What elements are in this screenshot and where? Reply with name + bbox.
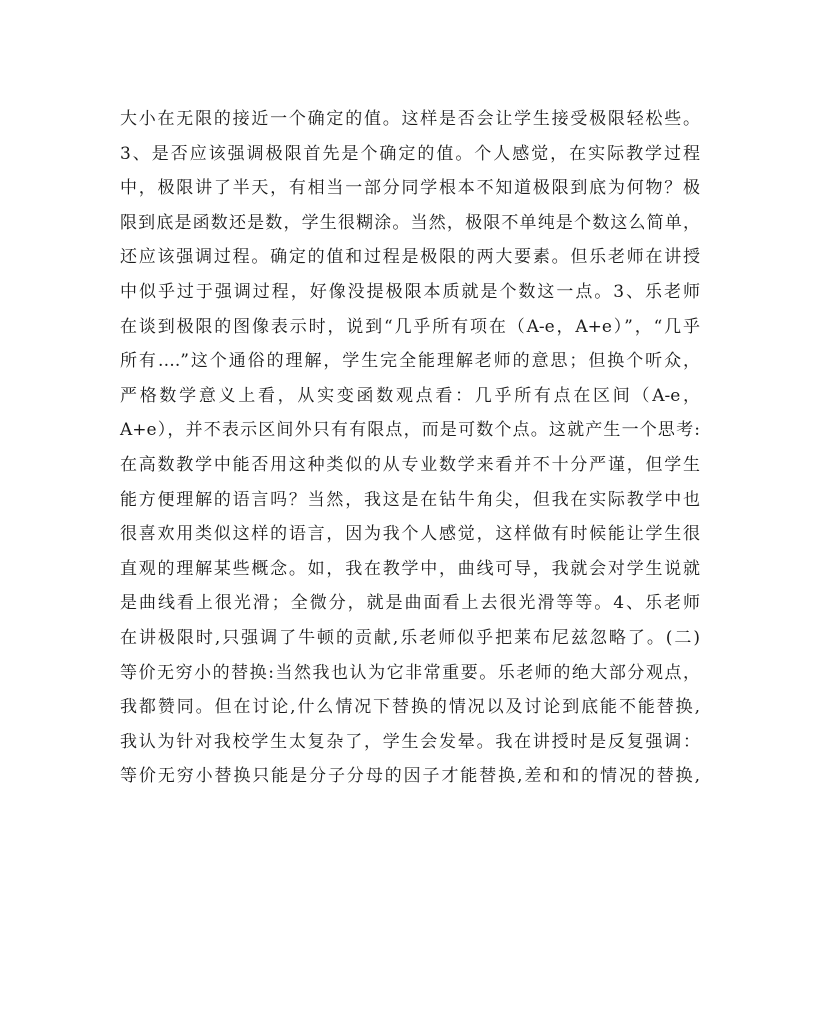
text-line: 在高数教学中能否用这种类似的从专业数学来看并不十分严谨，但学生	[120, 454, 700, 475]
text-line: 严格数学意义上看，从实变函数观点看：几乎所有点在区间（A-e，	[120, 385, 700, 406]
text-line: 等价无穷小替换只能是分子分母的因子才能替换,差和和的情况的替换,	[120, 766, 700, 787]
text-line: 能方便理解的语言吗？当然，我这是在钻牛角尖，但我在实际教学中也	[120, 489, 700, 510]
text-line: 在讲极限时,只强调了牛顿的贡献,乐老师似乎把莱布尼兹忽略了。(二)	[120, 627, 700, 648]
text-line: 还应该强调过程。确定的值和过程是极限的两大要素。但乐老师在讲授	[120, 247, 700, 268]
text-line: 所有….”这个通俗的理解，学生完全能理解老师的意思；但换个听众，	[120, 351, 700, 372]
text-line: 限到底是函数还是数，学生很糊涂。当然，极限不单纯是个数这么简单，	[120, 212, 700, 233]
text-line: 我认为针对我校学生太复杂了，学生会发晕。我在讲授时是反复强调：	[120, 731, 700, 752]
text-line: 等价无穷小的替换:当然我也认为它非常重要。乐老师的绝大部分观点，	[120, 662, 700, 683]
text-line: 大小在无限的接近一个确定的值。这样是否会让学生接受极限轻松些。	[120, 109, 700, 129]
body-text	[120, 102, 700, 794]
text-line: 是曲线看上很光滑；全微分，就是曲面看上去很光滑等等。4、乐老师	[120, 593, 700, 614]
text-line: A+e），并不表示区间外只有有限点，而是可数个点。这就产生一个思考:	[120, 420, 700, 441]
text-line: 中似乎过于强调过程，好像没提极限本质就是个数这一点。3、乐老师	[120, 281, 700, 302]
text-line: 3、是否应该强调极限首先是个确定的值。个人感觉，在实际教学过程	[120, 143, 700, 164]
text-line: 我都赞同。但在讨论,什么情况下替换的情况以及讨论到底能不能替换,	[120, 697, 700, 718]
text-line: 直观的理解某些概念。如，我在教学中，曲线可导，我就会对学生说就	[120, 558, 700, 579]
text-line: 很喜欢用类似这样的语言，因为我个人感觉，这样做有时候能让学生很	[120, 524, 700, 545]
text-line: 中，极限讲了半天，有相当一部分同学根本不知道极限到底为何物？极	[120, 178, 700, 199]
text-line: 在谈到极限的图像表示时，说到“几乎所有项在（A-e，A+e）”，“几乎	[120, 316, 700, 337]
